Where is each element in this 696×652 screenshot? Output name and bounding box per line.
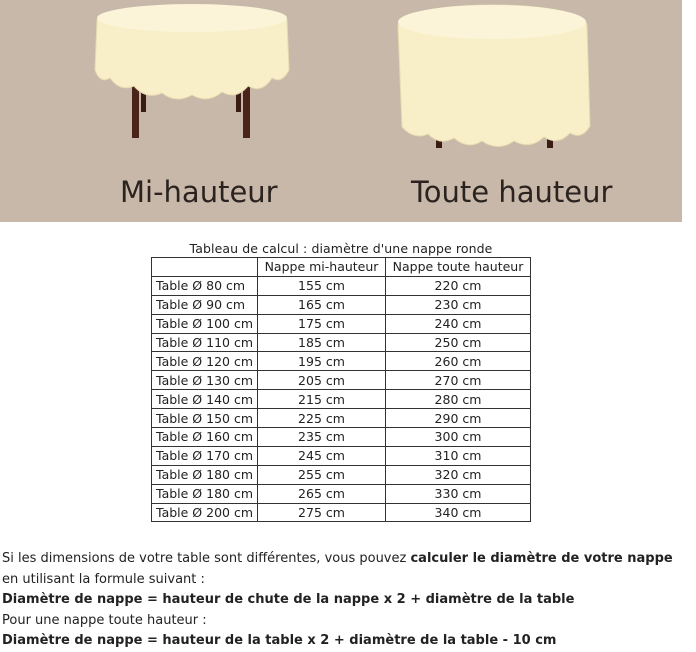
cell-mid-height: 205 cm [258,371,386,390]
table-row [152,484,531,503]
table-row [152,314,531,333]
cell-full-height: 280 cm [386,390,531,409]
cell-table-diameter: Table Ø 100 cm [152,314,258,333]
cell-full-height: 310 cm [386,446,531,465]
label-mi-hauteur: Mi-hauteur [120,175,278,209]
cell-mid-height: 195 cm [258,352,386,371]
table-caption: Tableau de calcul : diamètre d'une nappe ronde [189,241,493,256]
table-row [152,333,531,352]
cell-mid-height: 245 cm [258,446,386,465]
cell-table-diameter: Table Ø 140 cm [152,390,258,409]
cell-table-diameter: Table Ø 80 cm [152,276,258,295]
cell-full-height: 300 cm [386,428,531,447]
header-cell-mid: Nappe mi-hauteur [258,258,386,277]
table-row [152,409,531,428]
mid-height-table-image [95,4,289,138]
table-row [152,465,531,484]
table-row [152,503,531,522]
table-row [152,352,531,371]
table-row [152,428,531,447]
size-table [151,257,531,522]
formula-full-height: Diamètre de nappe = hauteur de la table x 2 + diamètre de la table - 10 cm [2,633,557,648]
cell-mid-height: 255 cm [258,465,386,484]
cell-table-diameter: Table Ø 200 cm [152,503,258,522]
header-cell-empty [152,258,258,277]
cell-full-height: 320 cm [386,465,531,484]
size-table-section [151,241,531,522]
formula-notes [2,549,692,652]
cell-table-diameter: Table Ø 160 cm [152,428,258,447]
cell-mid-height: 265 cm [258,484,386,503]
cell-table-diameter: Table Ø 150 cm [152,409,258,428]
cell-full-height: 340 cm [386,503,531,522]
cell-full-height: 290 cm [386,409,531,428]
full-height-table-image [398,5,590,148]
cell-mid-height: 235 cm [258,428,386,447]
intro-text-end: en utilisant la formule suivant : [2,571,205,587]
hero-banner [0,0,682,222]
cell-mid-height: 225 cm [258,409,386,428]
cell-full-height: 330 cm [386,484,531,503]
formula-mid-height: Diamètre de nappe = hauteur de chute de la nappe x 2 + diamètre de la table [2,592,575,607]
cell-mid-height: 215 cm [258,390,386,409]
table-row [152,276,531,295]
cell-full-height: 240 cm [386,314,531,333]
cell-full-height: 250 cm [386,333,531,352]
cell-full-height: 220 cm [386,276,531,295]
cell-table-diameter: Table Ø 130 cm [152,371,258,390]
cell-table-diameter: Table Ø 180 cm [152,465,258,484]
intro-text: Si les dimensions de votre table sont différentes, vous pouvez [2,551,411,566]
cell-full-height: 260 cm [386,352,531,371]
table-row [152,295,531,314]
cell-mid-height: 165 cm [258,295,386,314]
cell-mid-height: 275 cm [258,503,386,522]
cell-table-diameter: Table Ø 120 cm [152,352,258,371]
header-cell-full: Nappe toute hauteur [386,258,531,277]
cell-table-diameter: Table Ø 180 cm [152,484,258,503]
intro-paragraph [2,549,692,590]
cell-mid-height: 175 cm [258,314,386,333]
table-row [152,390,531,409]
cell-full-height: 270 cm [386,371,531,390]
cell-table-diameter: Table Ø 170 cm [152,446,258,465]
cell-table-diameter: Table Ø 110 cm [152,333,258,352]
table-row [152,371,531,390]
intro-bold-text: calculer le diamètre de votre nappe [410,551,673,566]
cell-mid-height: 185 cm [258,333,386,352]
cell-table-diameter: Table Ø 90 cm [152,295,258,314]
table-header-row [152,258,531,277]
cell-mid-height: 155 cm [258,276,386,295]
cell-full-height: 230 cm [386,295,531,314]
label-toute-hauteur: Toute hauteur [411,175,613,209]
table-row [152,446,531,465]
full-height-intro: Pour une nappe toute hauteur : [2,612,207,628]
